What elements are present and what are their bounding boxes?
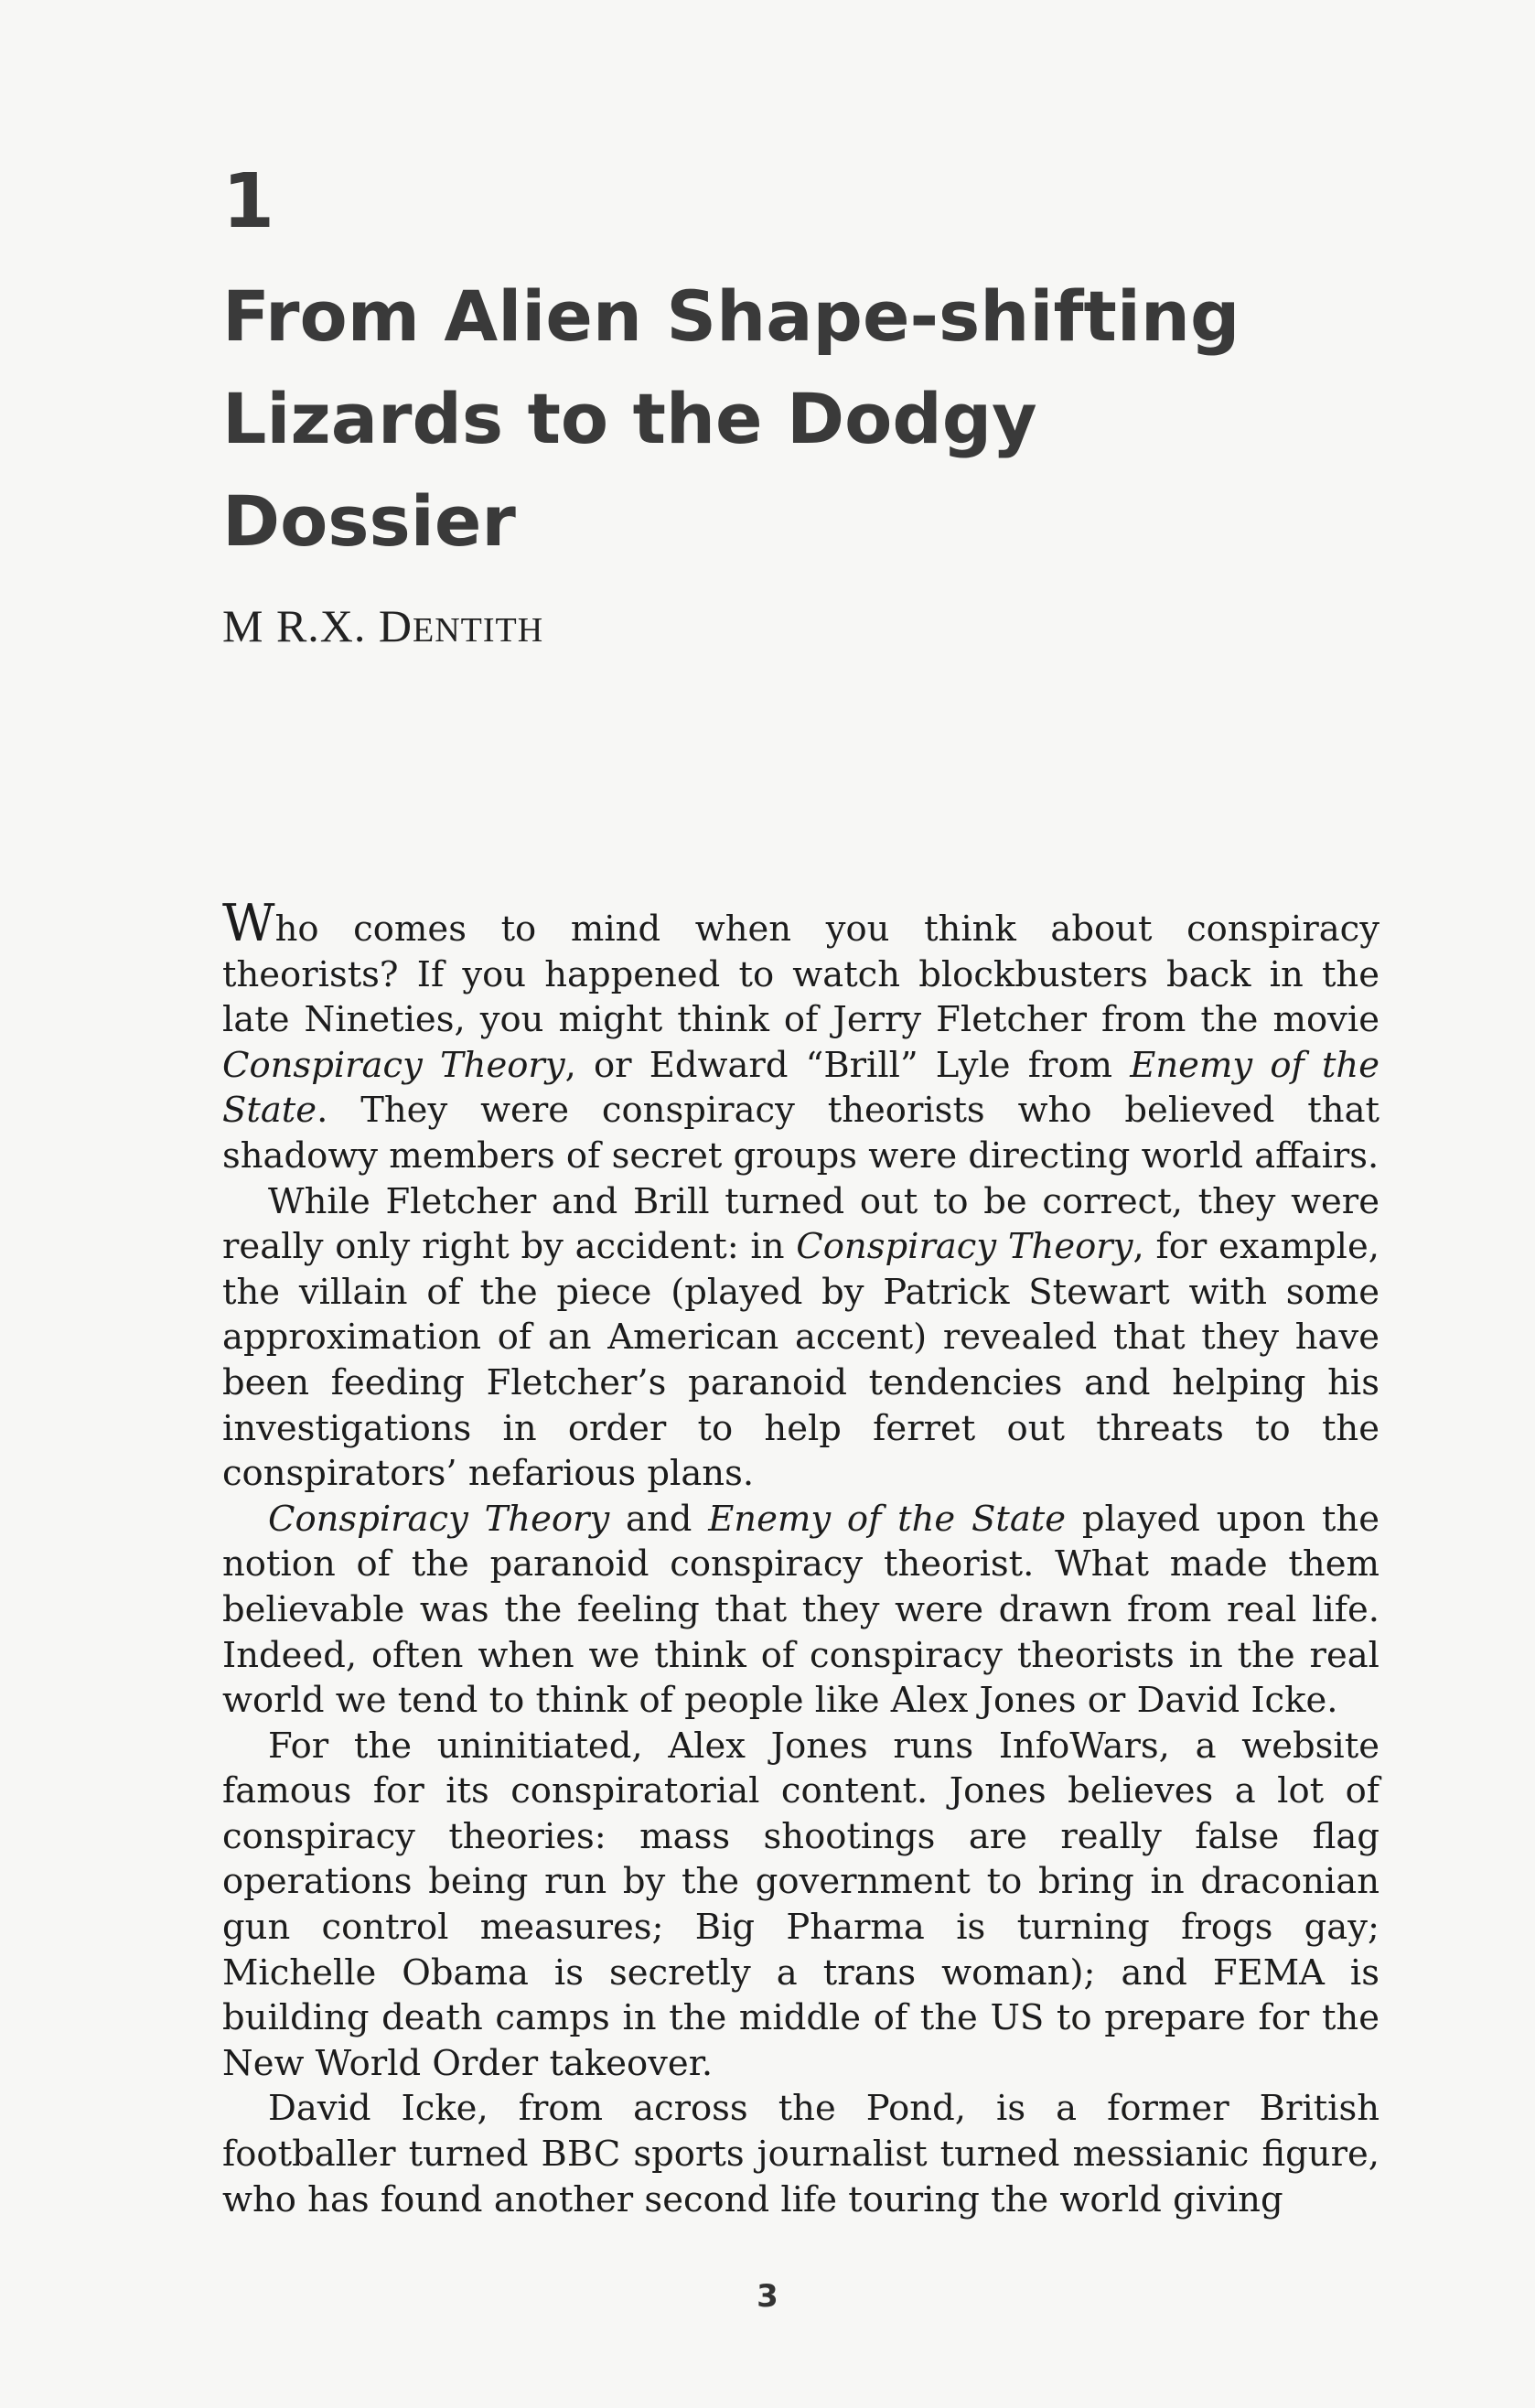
chapter-title-line: Lizards to the Dodgy (222, 378, 1037, 459)
paragraph (222, 1179, 1379, 1497)
paragraph: For the uninitiated, Alex Jones runs InfoWars, a website famous for its conspiratorial content. Jones believes a lot of conspiracy theories: mass shootings are really false flag operations being run by the government to bring in draconian gun control measures; Big Pharma is turning frogs gay; Michelle Obama is secretly a trans woman); and FEMA is building death camps in the middle of the US to prepare for the New World Order takeover. (222, 1725, 1379, 2084)
paragraph-text: , for example, the villain of the piece (played by Patrick Stewart with some approximation of an American accent) revealed that they have been feeding Fletcher’s paranoid tendencies and helping his investigations in order to help ferret out threats to the conspirators’ nefarious plans. (222, 1226, 1379, 1495)
paragraph (222, 894, 1379, 1179)
film-title: Conspiracy Theory (796, 1226, 1133, 1268)
paragraph-text: . They were conspiracy theorists who believed that shadowy members of secret groups were directing world affairs. (222, 1090, 1379, 1177)
film-title: Enemy of the State (708, 1498, 1067, 1540)
paragraph (222, 1497, 1379, 1724)
body-text (222, 894, 1379, 2222)
film-title: Conspiracy Theory (222, 1044, 565, 1086)
chapter-title (222, 265, 1412, 573)
paragraph: David Icke, from across the Pond, is a former British footballer turned BBC sports journalist turned messianic figure, who has found another second life touring the world giving (222, 2088, 1379, 2220)
page-number: 3 (757, 2278, 778, 2315)
paragraph-text: , or Edward “Brill” Lyle from (564, 1044, 1131, 1086)
film-title: Conspiracy Theory (268, 1498, 610, 1540)
chapter-title-line: Dossier (222, 480, 516, 562)
author-name-smallcaps: ENTITH (413, 611, 544, 650)
chapter-number: 1 (222, 158, 275, 245)
chapter-title-line: From Alien Shape-shifting (222, 275, 1240, 357)
paragraph-text: ho comes to mind when you think about conspiracy theorists? If you happened to watch blockbusters back in the late Nineties, you might think of Jerry Fletcher from the movie (222, 908, 1379, 1041)
paragraph-text: While Fletcher and Brill turned out to be correct, they were really only right by accident: in (222, 1180, 1379, 1268)
paragraph-text: played upon the notion of the paranoid conspiracy theorist. What made them believable was the feeling that they were drawn from real life. Indeed, often when we think of conspiracy theorists in the real world we tend to think of people like Alex Jones or David Icke. (222, 1498, 1379, 1722)
film-title: Enemy of the State (222, 1044, 1379, 1132)
paragraph-text: and (609, 1498, 709, 1540)
drop-capital: W (222, 894, 275, 953)
author-name (222, 599, 543, 652)
author-name-initial: M R.X. D (222, 600, 413, 651)
